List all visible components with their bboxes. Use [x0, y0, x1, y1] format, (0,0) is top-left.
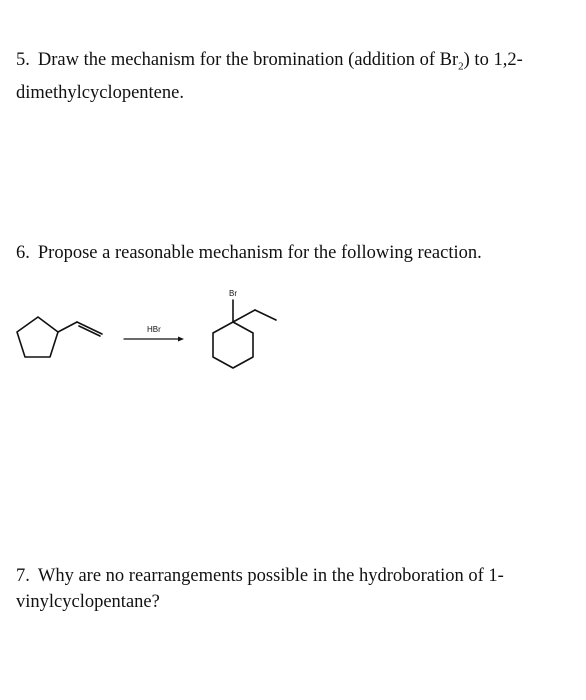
question-6-text: Propose a reasonable mechanism for the following reaction.	[37, 243, 482, 263]
question-7	[16, 563, 576, 615]
question-6	[16, 240, 576, 266]
ethyl-bond-2	[255, 310, 276, 320]
ethyl-bond-1	[233, 310, 255, 322]
question-7-text: Why are no rearrangements possible in the hydroboration of 1-vinylcyclopentane?	[16, 566, 504, 612]
reagent-label: HBr	[147, 325, 161, 334]
question-5-number: 5.	[16, 50, 30, 70]
reactant-vinylcyclopentane-structure	[17, 317, 102, 357]
cyclopentane-ring	[17, 317, 58, 357]
reaction-arrow-group	[124, 325, 184, 342]
question-7-number: 7.	[16, 566, 30, 586]
question-5	[16, 47, 576, 106]
question-5-text-start: Draw the mechanism for the bromination (addition of Br	[37, 50, 459, 70]
reaction-arrow-head	[178, 337, 184, 342]
question-5-subscript: 2	[458, 60, 464, 73]
question-6-number: 6.	[16, 243, 30, 263]
ring-to-vinyl-bond	[58, 322, 77, 332]
cyclohexane-ring	[213, 322, 253, 368]
vinyl-double-bond-outer	[77, 322, 102, 334]
bromine-label: Br	[229, 289, 237, 298]
question-5-text-end: ) to 1,2-dimethylcyclopentene.	[16, 50, 523, 103]
reaction-scheme	[0, 280, 586, 390]
product-structure	[213, 289, 276, 368]
